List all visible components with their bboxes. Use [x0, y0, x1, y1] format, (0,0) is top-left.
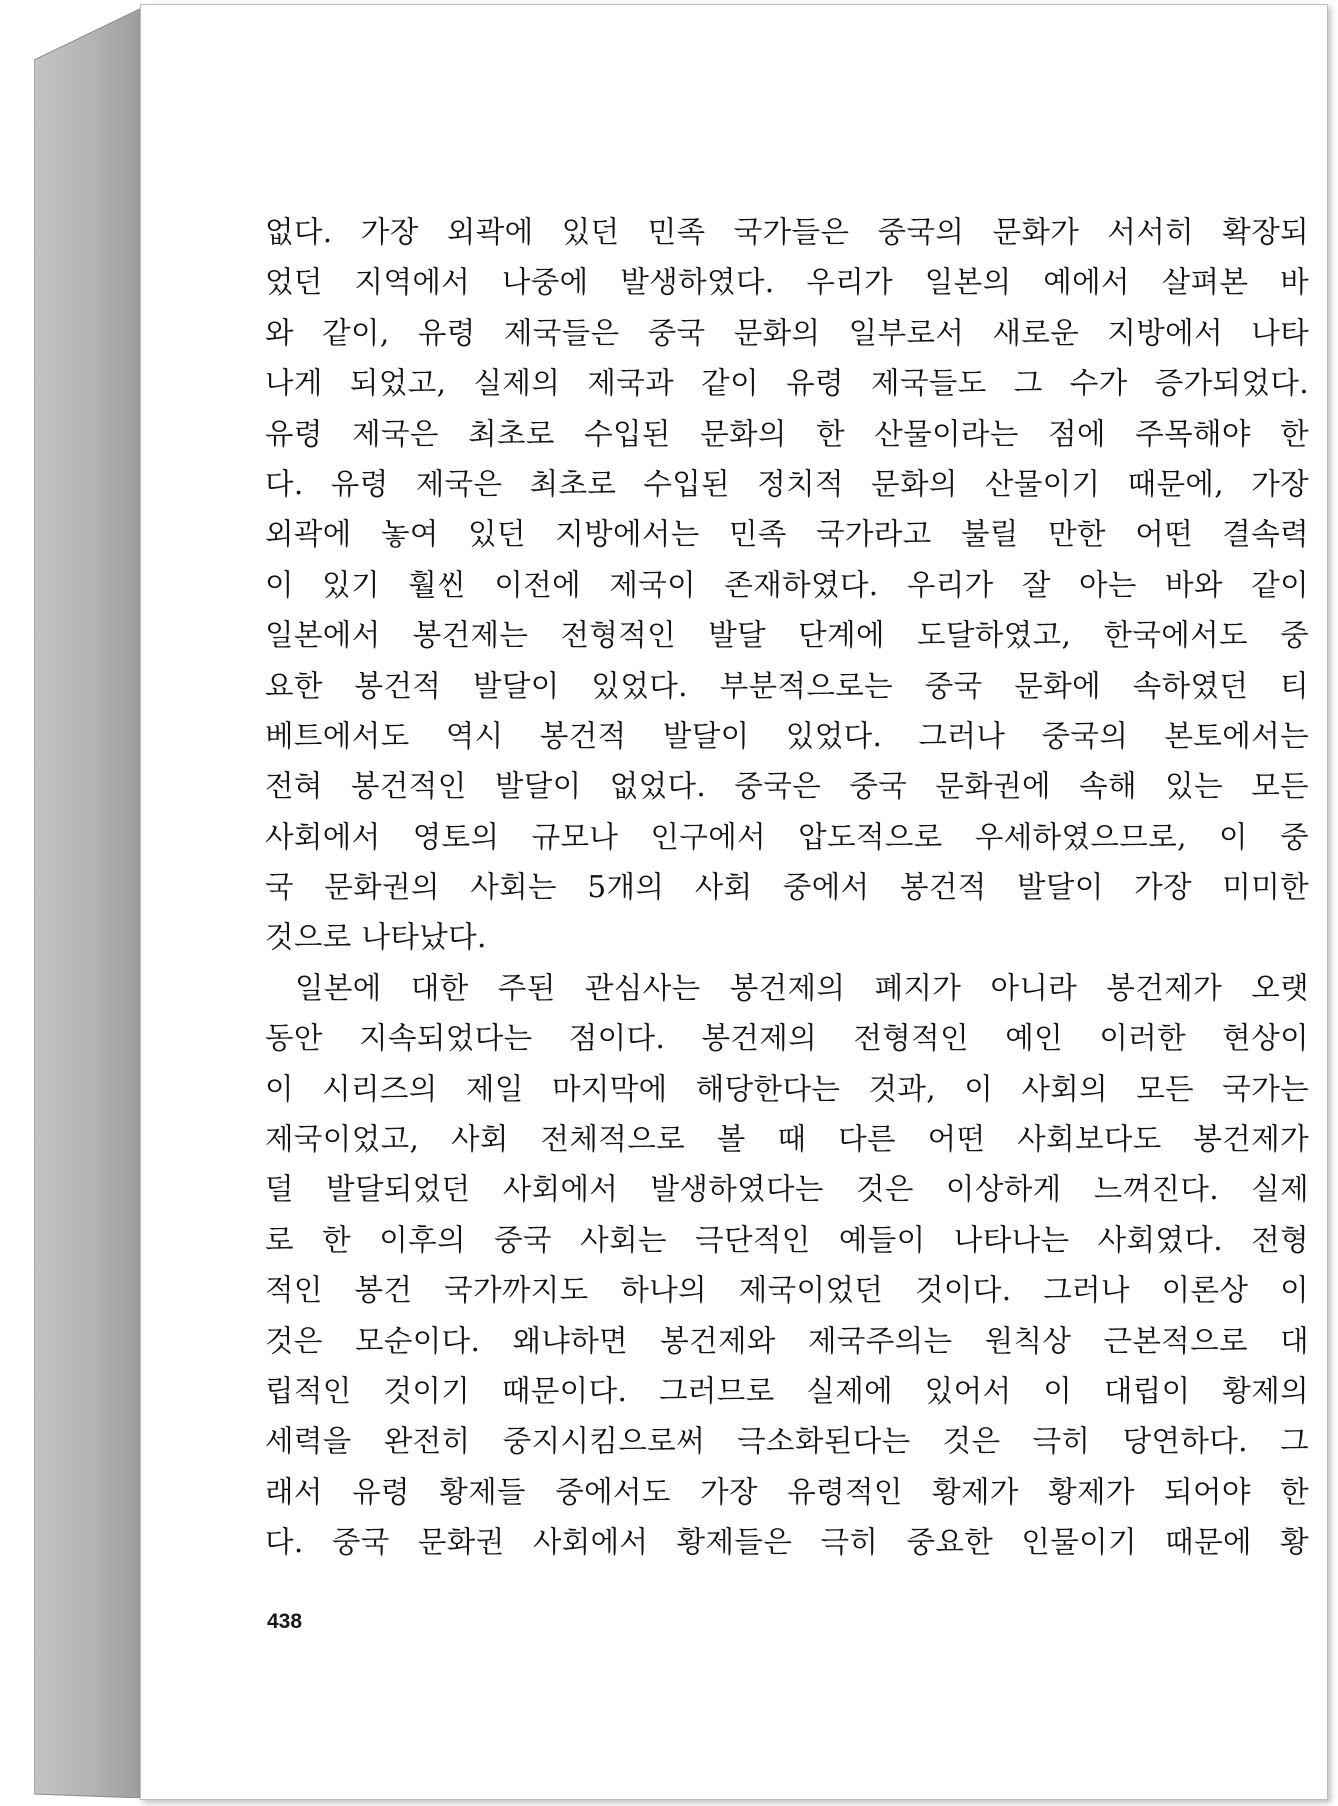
- text-line: 나게 되었고, 실제의 제국과 같이 유령 제국들도 그 수가 증가되었다.: [265, 366, 1309, 401]
- text-line: 다. 유령 제국은 최초로 수입된 정치적 문화의 산물이기 때문에, 가장: [265, 466, 1309, 501]
- text-line: 덜 발달되었던 사회에서 발생하였다는 것은 이상하게 느껴진다. 실제: [265, 1172, 1309, 1207]
- text-line: 일본에서 봉건제는 전형적인 발달 단계에 도달하였고, 한국에서도 중: [265, 618, 1309, 653]
- text-line: 세력을 완전히 중지시킴으로써 극소화된다는 것은 극히 당연하다. 그: [265, 1424, 1309, 1459]
- page-body-text: [265, 207, 1309, 1568]
- text-line: 제국이었고, 사회 전체적으로 볼 때 다른 어떤 사회보다도 봉건제가: [265, 1122, 1309, 1157]
- text-line: 요한 봉건적 발달이 있었다. 부분적으로는 중국 문화에 속하였던 티: [265, 668, 1309, 703]
- book-spine: [34, 8, 142, 1798]
- text-line: 이 시리즈의 제일 마지막에 해당한다는 것과, 이 사회의 모든 국가는: [265, 1071, 1309, 1106]
- text-line: 외곽에 놓여 있던 지방에서는 민족 국가라고 불릴 만한 어떤 결속력: [265, 517, 1309, 552]
- text-line: 립적인 것이기 때문이다. 그러므로 실제에 있어서 이 대립이 황제의: [265, 1373, 1309, 1408]
- paragraph-start-line: 일본에 대한 주된 관심사는 봉건제의 폐지가 아니라 봉건제가 오랫: [295, 970, 1309, 1005]
- text-line: 적인 봉건 국가까지도 하나의 제국이었던 것이다. 그러나 이론상 이: [265, 1273, 1309, 1308]
- text-line: 전혀 봉건적인 발달이 없었다. 중국은 중국 문화권에 속해 있는 모든: [265, 769, 1309, 804]
- text-line: 었던 지역에서 나중에 발생하였다. 우리가 일본의 예에서 살펴본 바: [265, 265, 1309, 300]
- text-line: 유령 제국은 최초로 수입된 문화의 한 산물이라는 점에 주목해야 한: [265, 416, 1309, 451]
- text-line: 와 같이, 유령 제국들은 중국 문화의 일부로서 새로운 지방에서 나타: [265, 315, 1309, 350]
- text-line: 동안 지속되었다는 점이다. 봉건제의 전형적인 예인 이러한 현상이: [265, 1021, 1309, 1056]
- text-line: 국 문화권의 사회는 5개의 사회 중에서 봉건적 발달이 가장 미미한: [265, 870, 1309, 905]
- text-line: 없다. 가장 외곽에 있던 민족 국가들은 중국의 문화가 서서히 확장되: [265, 215, 1309, 249]
- text-line: 베트에서도 역시 봉건적 발달이 있었다. 그러나 중국의 본토에서는: [265, 718, 1309, 753]
- text-line: 래서 유령 황제들 중에서도 가장 유령적인 황제가 황제가 되어야 한: [265, 1474, 1309, 1509]
- text-line: 다. 중국 문화권 사회에서 황제들은 극히 중요한 인물이기 때문에 황: [265, 1525, 1309, 1560]
- text-line: 이 있기 훨씬 이전에 제국이 존재하였다. 우리가 잘 아는 바와 같이: [265, 567, 1309, 602]
- page-number: 438: [267, 1610, 303, 1633]
- text-line: 것은 모순이다. 왜냐하면 봉건제와 제국주의는 원칙상 근본적으로 대: [265, 1323, 1309, 1358]
- text-line: 사회에서 영토의 규모나 인구에서 압도적으로 우세하였으므로, 이 중: [265, 819, 1309, 854]
- text-line: 로 한 이후의 중국 사회는 극단적인 예들이 나타나는 사회였다. 전형: [265, 1222, 1309, 1257]
- paragraph-end-line: 것으로 나타났다.: [265, 920, 487, 955]
- book-page: [140, 4, 1328, 1800]
